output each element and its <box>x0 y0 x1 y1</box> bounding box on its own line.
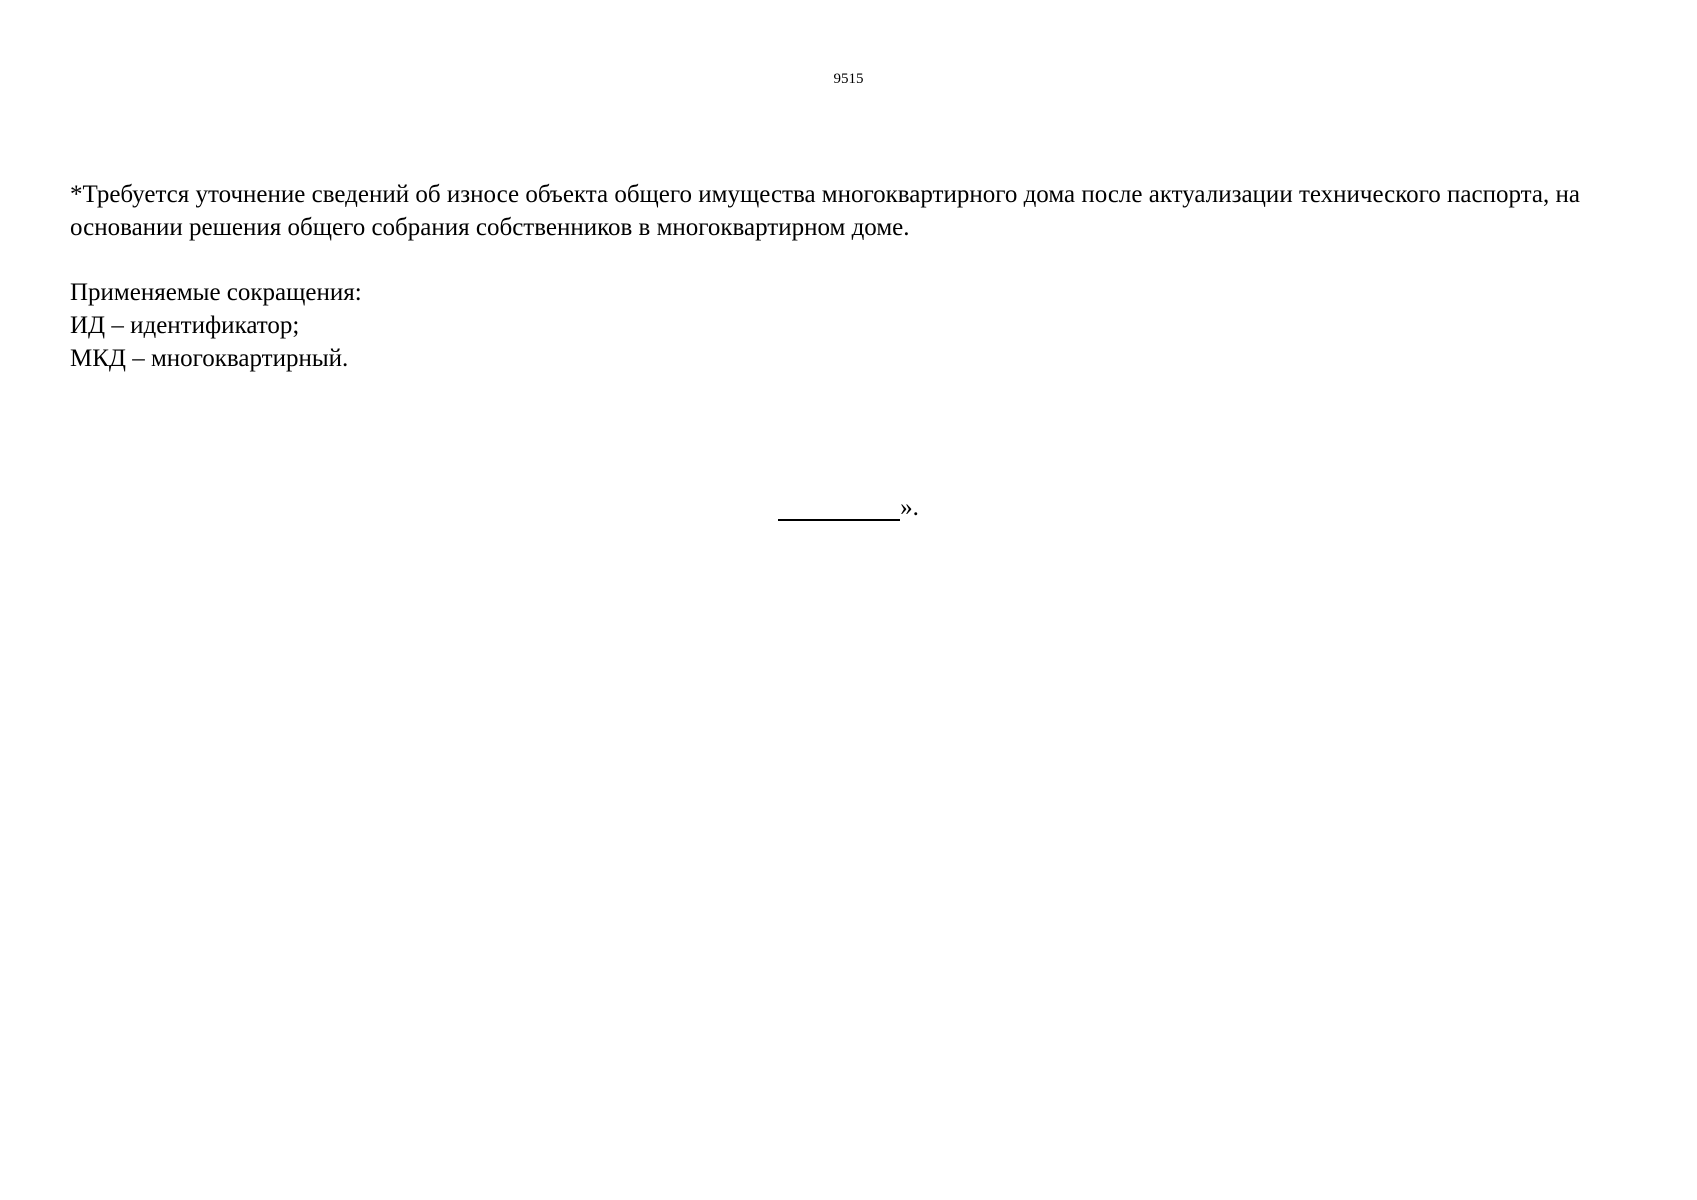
closing-quote: ». <box>900 494 919 521</box>
closing-line <box>0 489 1697 523</box>
abbreviation-item-id: ИД – идентификатор; <box>70 312 300 339</box>
abbreviation-item-mkd: МКД – многоквартирный. <box>70 345 349 372</box>
abbreviations-heading: Применяемые сокращения: <box>70 279 362 306</box>
page-number: 9515 <box>833 71 864 87</box>
footnote-text: *Требуется уточнение сведений об износе объекта общего имущества многоквартирного дома после актуализации технического паспорта, на основании решения общего собрания собственников в многоквартирном доме. <box>70 181 1580 241</box>
closing-underline <box>778 495 900 521</box>
abbreviations-block <box>70 276 970 375</box>
